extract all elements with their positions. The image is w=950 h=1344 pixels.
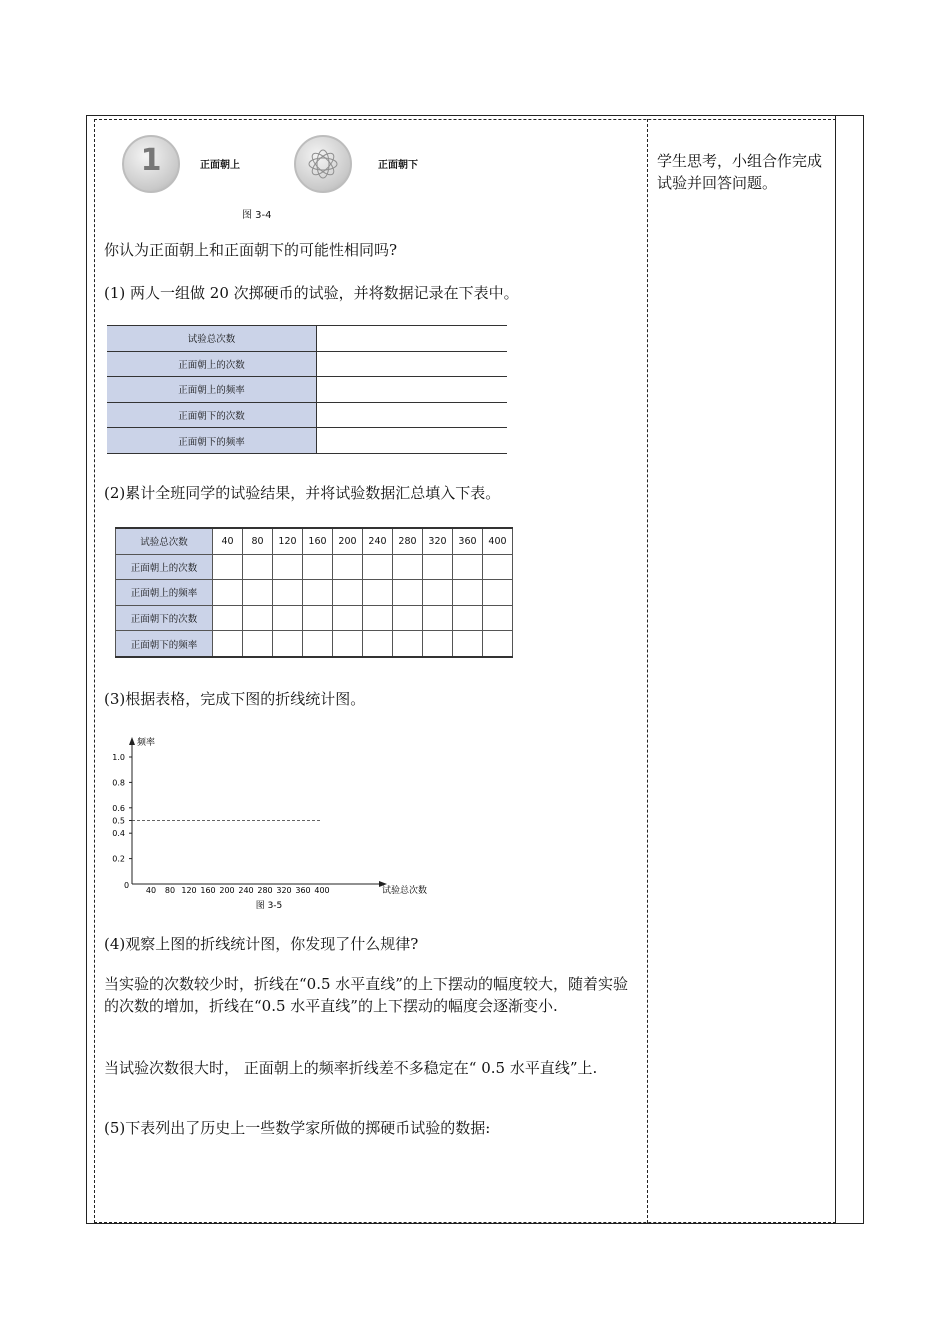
x-tick-label: 400 [314, 886, 330, 895]
blank-cell [393, 580, 423, 606]
blank-cell [273, 554, 303, 580]
blank-cell [393, 605, 423, 631]
chrysanthemum-icon [296, 137, 350, 191]
blank-cell [423, 554, 453, 580]
blank-cell [423, 605, 453, 631]
blank-cell [317, 377, 508, 403]
header-cell: 试验总次数 [116, 528, 213, 554]
row-header: 正面朝上的次数 [116, 554, 213, 580]
table-row [107, 326, 507, 352]
blank-cell [333, 605, 363, 631]
y-axis-label: 频率 [137, 738, 156, 748]
blank-cell [303, 631, 333, 657]
x-tick-label: 240 [238, 886, 254, 895]
blank-cell [363, 631, 393, 657]
blank-cell [483, 605, 513, 631]
column-header: 240 [363, 528, 393, 554]
y-tick-label: 0.6 [112, 803, 125, 813]
right-column-border [835, 115, 836, 1224]
blank-cell [243, 554, 273, 580]
table-row [107, 377, 507, 403]
blank-cell [273, 605, 303, 631]
step-4-text: (4)观察上图的折线统计图，你发现了什么规律? [104, 935, 419, 953]
step-3-text: (3)根据表格，完成下图的折线统计图。 [104, 690, 366, 708]
blank-cell [483, 554, 513, 580]
blank-cell [393, 554, 423, 580]
x-tick-label: 120 [181, 886, 197, 895]
blank-cell [273, 631, 303, 657]
blank-cell [393, 631, 423, 657]
figure-caption: 图 3-4 [242, 210, 272, 221]
table-row [107, 351, 507, 377]
y-tick-label: 0.5 [112, 816, 125, 826]
column-divider [647, 119, 648, 1223]
blank-cell [453, 631, 483, 657]
column-header: 160 [303, 528, 333, 554]
blank-cell [303, 554, 333, 580]
x-tick-label: 320 [276, 886, 292, 895]
tails-label: 正面朝下 [378, 160, 418, 171]
row-header: 正面朝上的频率 [116, 580, 213, 606]
chart-caption: 图 3-5 [255, 901, 283, 911]
column-header: 80 [243, 528, 273, 554]
blank-cell [333, 631, 363, 657]
blank-cell [243, 631, 273, 657]
y-tick-label: 0.4 [112, 829, 125, 839]
pair-trial-table [107, 325, 507, 454]
heads-label: 正面朝上 [200, 160, 240, 171]
blank-cell [333, 554, 363, 580]
blank-cell [423, 631, 453, 657]
blank-cell [273, 580, 303, 606]
row-header: 正面朝上的次数 [107, 351, 317, 377]
blank-cell [243, 605, 273, 631]
answer-paragraph-2: 当试验次数很大时， 正面朝上的频率折线差不多稳定在“ 0.5 水平直线”上. [104, 1059, 598, 1077]
y-tick-label: 0.2 [112, 854, 125, 864]
column-header: 360 [453, 528, 483, 554]
column-header: 400 [483, 528, 513, 554]
blank-cell [243, 580, 273, 606]
class-summary-table [115, 527, 513, 658]
blank-cell [453, 580, 483, 606]
coin-figure [118, 125, 438, 225]
blank-cell [363, 605, 393, 631]
table-row [116, 580, 513, 606]
blank-cell [317, 402, 508, 428]
table-header-row [116, 528, 513, 554]
y-tick-label: 1.0 [112, 753, 125, 762]
column-header: 280 [393, 528, 423, 554]
step-5-text: (5)下表列出了历史上一些数学家所做的掷硬币试验的数据: [104, 1119, 491, 1137]
blank-cell [423, 580, 453, 606]
blank-cell [303, 580, 333, 606]
y-tick-label: 0.8 [112, 778, 125, 788]
step-2-text: (2)累计全班同学的试验结果，并将试验数据汇总填入下表。 [104, 484, 501, 502]
blank-cell [363, 554, 393, 580]
table-row [107, 402, 507, 428]
blank-cell [453, 554, 483, 580]
table-row [116, 631, 513, 657]
blank-cell [483, 631, 513, 657]
origin-label: 0 [124, 881, 130, 890]
y-axis-arrow [129, 737, 135, 745]
blank-cell [453, 605, 483, 631]
x-tick-label: 200 [219, 886, 235, 895]
frequency-line-chart [100, 732, 440, 912]
row-header: 正面朝下的频率 [107, 428, 317, 454]
blank-cell [333, 580, 363, 606]
blank-cell [317, 351, 508, 377]
coin-tails-image [294, 135, 352, 193]
blank-cell [303, 605, 333, 631]
row-header: 正面朝下的次数 [116, 605, 213, 631]
blank-cell [213, 631, 243, 657]
blank-cell [213, 554, 243, 580]
row-header: 正面朝下的频率 [116, 631, 213, 657]
question-intro: 你认为正面朝上和正面朝下的可能性相同吗? [104, 241, 398, 259]
table-row [116, 554, 513, 580]
x-tick-label: 160 [200, 886, 216, 895]
row-header: 正面朝下的次数 [107, 402, 317, 428]
x-tick-label: 280 [257, 886, 273, 895]
answer-paragraph-1: 当实验的次数较少时，折线在“0.5 水平直线”的上下摆动的幅度较大，随着实验的次数的增加，折线在“0.5 水平直线”的上下摆动的幅度会逐渐变小. [104, 975, 628, 1015]
blank-cell [483, 580, 513, 606]
row-header: 试验总次数 [107, 326, 317, 352]
column-header: 200 [333, 528, 363, 554]
table-row [116, 605, 513, 631]
x-tick-label: 40 [145, 886, 157, 895]
blank-cell [363, 580, 393, 606]
blank-cell [213, 580, 243, 606]
student-activity-note: 学生思考，小组合作完成试验并回答问题。 [657, 152, 823, 192]
column-header: 120 [273, 528, 303, 554]
column-header: 320 [423, 528, 453, 554]
x-axis-label: 试验总次数 [382, 886, 428, 896]
blank-cell [213, 605, 243, 631]
table-row [107, 428, 507, 454]
blank-cell [317, 326, 508, 352]
coin-heads-image [122, 135, 180, 193]
step-1-text: (1) 两人一组做 20 次掷硬币的试验，并将数据记录在下表中。 [104, 284, 519, 302]
blank-cell [317, 428, 508, 454]
x-tick-label: 360 [295, 886, 311, 895]
x-tick-label: 80 [164, 886, 176, 895]
column-header: 40 [213, 528, 243, 554]
coin-numeral: 1 [140, 143, 162, 178]
row-header: 正面朝上的频率 [107, 377, 317, 403]
